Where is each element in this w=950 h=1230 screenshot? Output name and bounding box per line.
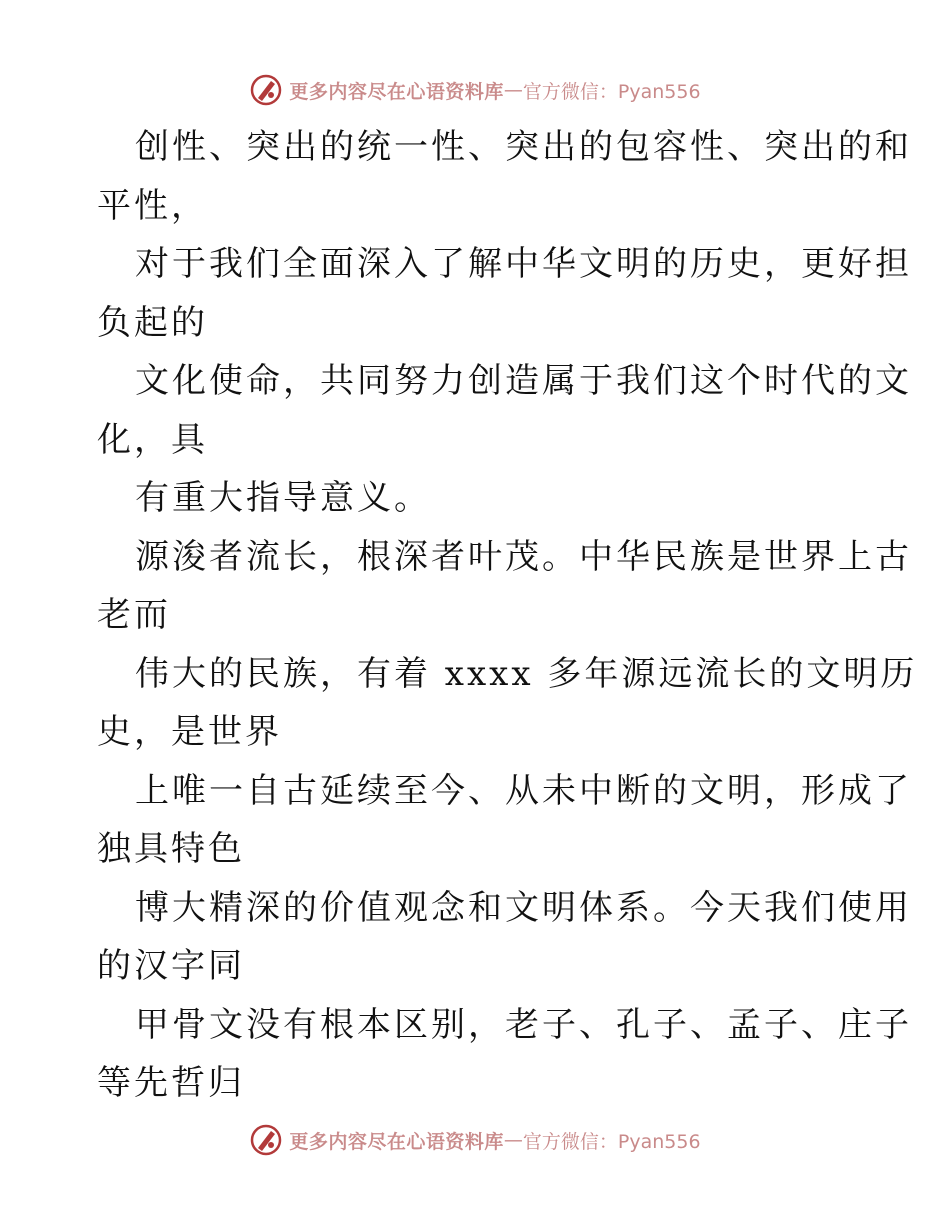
watermark-brand-text: 更多内容尽在心语资料库 [289, 80, 504, 103]
text-line: 老而 [97, 595, 171, 635]
pen-logo-icon [249, 73, 283, 107]
text-line: 的汉字同 [97, 946, 245, 986]
header-watermark [0, 70, 950, 110]
watermark-separator: — [503, 1129, 523, 1151]
text-line: 源浚者流长，根深者叶茂。中华民族是世界上古 [135, 536, 912, 577]
pen-logo-icon [249, 1123, 283, 1157]
text-line: 平性， [97, 185, 208, 226]
text-line: 甲骨文没有根本区别，老子、孔子、孟子、庄子 [135, 1004, 912, 1045]
text-line: 独具特色 [97, 829, 245, 869]
document-body [97, 118, 918, 1113]
text-line: 文化使命，共同努力创造属于我们这个时代的文 [135, 361, 912, 401]
watermark-wechat-text: 官方微信：Pyan556 [522, 1130, 701, 1153]
text-line: 上唯一自古延续至今、从未中断的文明，形成了 [135, 770, 912, 811]
watermark-brand-text: 更多内容尽在心语资料库 [289, 1130, 504, 1153]
text-line: 伟大的民族，有着 xxxx 多年源远流长的文明历 [135, 653, 918, 694]
text-line: 史，是世界 [97, 712, 282, 752]
text-line: 等先哲归 [97, 1063, 245, 1103]
text-line: 化，具 [97, 419, 208, 460]
watermark-wechat-text: 官方微信：Pyan556 [522, 80, 701, 103]
text-line: 负起的 [97, 302, 208, 343]
watermark-separator: — [503, 79, 523, 101]
text-line: 创性、突出的统一性、突出的包容性、突出的和 [135, 127, 912, 167]
footer-watermark [0, 1120, 950, 1160]
text-line: 有重大指导意义。 [135, 478, 431, 518]
text-line: 博大精深的价值观念和文明体系。今天我们使用 [135, 887, 912, 928]
text-line: 对于我们全面深入了解中华文明的历史，更好担 [135, 244, 912, 284]
